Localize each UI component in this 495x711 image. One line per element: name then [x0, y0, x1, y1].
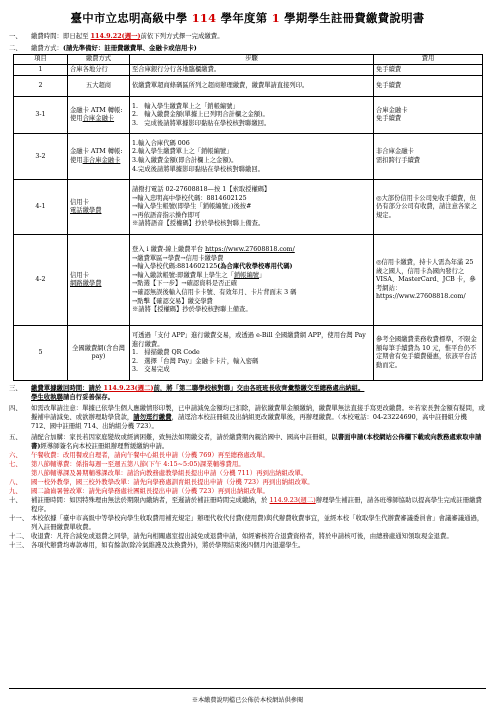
section-10-late-registration: 十、 補註冊時間：如因特殊理由無法於期限內繳納者，至遲請於補註冊時間完成繳納，於 114.9.23(週二)辦理學生補註冊，請各班導師協助以提高學生完成註冊繳費程序。 — [9, 496, 482, 514]
payment-deadline: 114.9.22(週一) — [90, 31, 141, 40]
page-title: 臺中市立忠明高級中學 114 學年度第 1 學期學生註冊費繳費說明書 — [70, 11, 425, 25]
title-year: 114 — [191, 11, 217, 25]
ipay-link[interactable]: https://www.27608818.com/ — [205, 246, 295, 254]
title-semester: 1 — [271, 11, 280, 25]
section-12-refund: 十二、 收退費：凡符合減免或退費之同學，請先向相關處室提出減免或退費申請，如經審核符合退費資格者，將於申請核可後，由總務處通知領取現金退費。 — [9, 532, 453, 541]
payment-methods-table — [13, 54, 483, 382]
page — [0, 11, 495, 711]
notes-section — [9, 384, 486, 550]
section-13-earmarked: 十三、 各項代辦費均專款專用，如有餘款(除冷氣維護及汰換費外)，將於學期結束後四個月內退還學生。 — [9, 541, 305, 550]
section-2-payment-methods: 二、 繳費方式：(請先準備好：註冊費繳費單、金融卡或信用卡) — [9, 43, 197, 52]
table-row: 1 合庫各地分行 至合庫銀行分行各地臨櫃繳費。 免手續費 — [14, 64, 483, 76]
footer-divider — [9, 688, 486, 689]
header-item: 項目 — [14, 54, 68, 64]
header-method: 繳費方式 — [68, 54, 130, 64]
table-row: 5 全國繳費網(含台灣 pay) 可透過「支付 APP」進行繳費交易，或透過 e-Bill 全國繳費網 APP，使用台灣 Pay 進行繳費。 1. 掃描繳費 QR Code 2. 選擇「台灣 Pay」金融卡卡片，輸入密碼 3. 交易完成 參考全國繳費業務收費標準，不限金額每筆手續費為 10 元，惟平台仍不定期會有免手續費優惠，依該平台活動而定。 — [14, 326, 483, 381]
section-1-payment-time: 一、 繳費時間：即日起至 114.9.22(週一)前依下列方式擇一完成繳費。 — [9, 31, 224, 40]
header-steps: 步驟 — [130, 54, 374, 64]
footer-note: ※本繳費說明檔已公佈於本校網站供參閱 — [191, 697, 304, 704]
section-5-deferral: 五、 請配合加購：家長若因家庭變故或經濟困難，致無法如期繳交者，請於繳費期內親洽國中、國高中註冊組，以書面申請(本校網站公佈欄下載或向教務處索取申請書)經導師簽名向本校註冊組辦理暫緩繳納申請。 — [9, 433, 482, 451]
table-row: 3-2 金融卡 ATM 轉帳:使用非合庫金融卡 1.輸入合庫代碼 006 2.輸入學生繳費單上之「銷帳編號」 3.輸入繳費金額(即合計欄上之金額)。 4.完成後請將單據影印黏貼在學校核對聯繳回。 非合庫金融卡 需扣跨行手續費 — [14, 134, 483, 180]
table-row: 4-1 信用卡 電話繳學費 請撥打電話 02-27608818—按 1【索取授權碼】 →輸入忠明高中學校代碼：8814602125 →輸入學生帳號(即學生「銷帳編號」)後按# →再依語音指示操作即可 ※請將語音【授權碼】抄於學校核對聯上備查。 ◎大部份信用卡公司免收手續費，但仍有部分公司有收費，請注意各家之規定。 — [14, 180, 483, 235]
table-header-row — [14, 54, 483, 64]
section-9-camp: 九、 國二論齒暑營改單：請先向學務處社團組長提出申請（分機 723）再到出納組改單。 — [9, 487, 269, 496]
table-row: 3-1 金融卡 ATM 轉帳:使用合庫金融卡 1. 輸入學生繳費單上之「銷帳編號」 2. 輸入繳費金額(單據上已列明合計欄之金額)。 3. 完成後請將單據影印黏貼在學校核對聯繳回。 合庫金融卡 免手續費 — [14, 97, 483, 134]
section-8-field-trip: 八、 國一校外教學，國三校外教學改單：請先向學務處訓育組長提出申請（分機 723）再到出納組改單。 — [9, 478, 314, 487]
section-4-change-notice: 四、 如需改單請注意：單據已依學生個人應繳情形印製，已申請減免金額均已扣除，請依繳費單金額繳納，繳費單無法直接手寫更改繳費。※若家長對金額有疑問，或擬補申請減免、或欲辦理助學貸款，請勿逕行繳費，請逕洽本校註冊組及出納組更改繳費單後，再辦理繳費。（本校電話：04-23224690，高中註冊組分機 712、國中註冊組 714、出納組分機 723）。 — [9, 404, 485, 431]
ipay-link-fee[interactable]: https://www.27608818.com/ — [376, 293, 466, 301]
table-row: 2 五大超商 依繳費單超商條碼區所列之超商辦理繳費，繳費單請直接列印。 免手續費 — [14, 76, 483, 97]
section-11-regulation: 十一、 本校依據「臺中市高級中等學校向學生收取費用補充規定」辦理代收代付費(使用費)與代辦費收費事宜，並經本校「收取學生代辦費審議委員會」會議審議通過，列入註冊繳費單收費。 — [9, 514, 484, 532]
section-7-tutoring: 七、 第八節輔導費：係指每週一至週五第八節(下午 4:15~5:05)課業輔導費用。 第八節輔導課及暑期輔導課改單：請洽向教務處教學組長提出申請（分機 711）再到出納組改單。 — [9, 460, 308, 478]
section-6-lunch: 六、 午餐收費：改用餐或自理者，請向午餐中心組長申請（分機 769）再至總務處改單。 — [9, 451, 269, 460]
table-row: 4-2 信用卡 網路繳學費 登入 i 繳費-線上繳費平台 https://www.27608818.com/ →繳費單區→學費→信用卡繳學費 →輸入學校代碼:8814602125(為合庫代收學校專用代碼) →輸入繳款帳號:即繳費單上學生之「銷帳編號」 →點選【下一步】→確認資料是否正確 →確認無誤後輸入信用卡卡號、有效年月、卡片背面末 3 碼 →點擊【確認交易】繳交學費 ※請將【授權碼】抄於學校核對聯上備查。 ◎信用卡繳費，持卡人需為年滿 25 歲之國人，信用卡為國內發行之 VISA、MasterCard、JCB 卡，參考網站： https://www.27608818.com/ — [14, 235, 483, 326]
section-3-receipt-return: 三、 繳費單據繳回時間：請於 114.9.23(週二)前，將「第二聯學校核對聯」交由各班班長收齊彙整繳交至總務處出納組。 學生收執聯請自行妥善保存。 — [9, 384, 365, 402]
header-fee: 費用 — [374, 54, 483, 64]
